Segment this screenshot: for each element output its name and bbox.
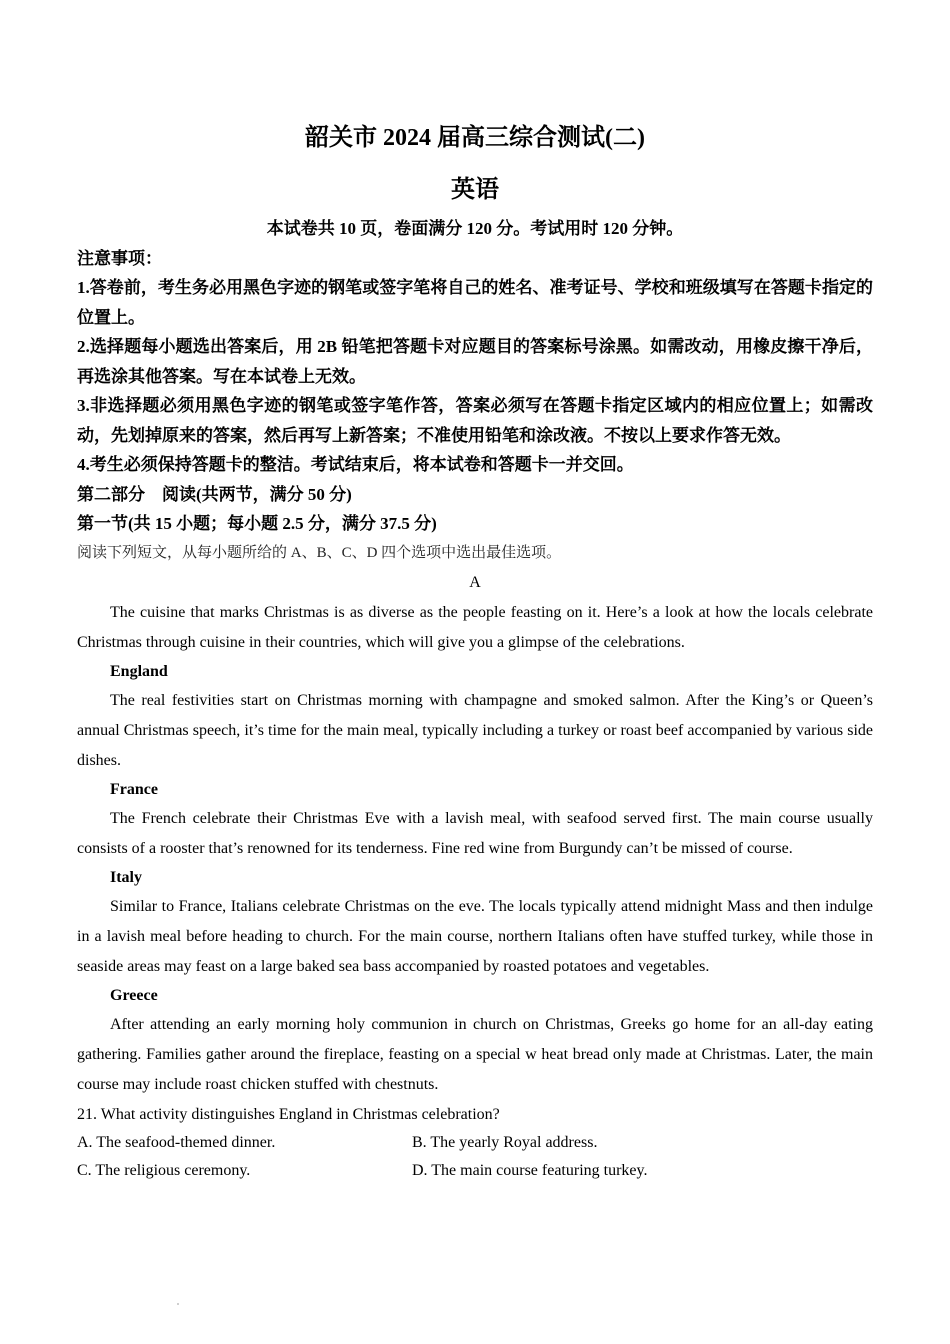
scan-speck [177,1303,179,1305]
notice-item-2: 2.选择题每小题选出答案后，用 2B 铅笔把答题卡对应题目的答案标号涂黑。如需改动，用橡皮擦干净后，再选涂其他答案。写在本试卷上无效。 [77,337,873,386]
section-text-france: The French celebrate their Christmas Eve with a lavish meal, with seafood served first. The main course usually consists of a rooster that’s renowned for its tenderness. Fine red wine from Burgundy can’t be missed of course. [77,809,873,857]
section-heading-greece: Greece [110,986,158,1004]
notice-item-1: 1.答卷前，考生务必用黑色字迹的钢笔或签字笔将自己的姓名、准考证号、学校和班级填写在答题卡指定的位置上。 [77,278,873,327]
subject-title: 英语 [451,177,499,203]
notice-heading: 注意事项： [77,249,162,268]
option-c[interactable]: C. The religious ceremony. [77,1162,251,1179]
section-heading-france: France [110,780,158,798]
section-instruction: 阅读下列短文，从每小题所给的 A、B、C、D 四个选项中选出最佳选项。 [77,544,562,561]
notice-item-4: 4.考生必须保持答题卡的整洁。考试结束后，将本试卷和答题卡一并交回。 [77,455,634,474]
option-b[interactable]: B. The yearly Royal address. [412,1133,598,1151]
exam-title: 韶关市 2024 届高三综合测试(二) [305,125,645,151]
section-text-england: The real festivities start on Christmas morning with champagne and smoked salmon. After the King’s or Queen’s annual Christmas speech, it’s time for the main meal, typically including a turkey or roast beef accompanied by various side dishes. [77,691,873,769]
passage-label: A [469,573,481,591]
exam-info: 本试卷共 10 页，卷面满分 120 分。考试用时 120 分钟。 [266,219,684,238]
question-21-stem: 21. What activity distinguishes England in Christmas celebration? [77,1105,500,1123]
passage-intro: The cuisine that marks Christmas is as diverse as the people feasting on it. Here’s a look at how the locals celebrate Christmas through cuisine in their countries, which will give you a glimpse of the celebrations. [77,603,873,651]
section-heading-england: England [110,662,168,680]
exam-page [77,118,873,1186]
option-d[interactable]: D. The main course featuring turkey. [412,1162,648,1179]
option-a[interactable]: A. The seafood-themed dinner. [77,1133,276,1151]
section-title: 第一节(共 15 小题；每小题 2.5 分，满分 37.5 分) [77,514,437,533]
question-21-options [77,1129,873,1186]
part-title: 第二部分 阅读(共两节，满分 50 分) [77,484,352,504]
notice-item-3: 3.非选择题必须用黑色字迹的钢笔或签字笔作答，答案必须写在答题卡指定区域内的相应位置上；如需改动，先划掉原来的答案，然后再写上新答案；不准使用铅笔和涂改液。不按以上要求作答无效。 [77,396,873,445]
section-heading-italy: Italy [110,868,142,886]
section-text-italy: Similar to France, Italians celebrate Christmas on the eve. The locals typically attend midnight Mass and then indulge in a lavish meal before heading to church. For the main course, northern Italians often have stuffed turkey, while those in seaside areas may feast on a large baked sea bass accompanied by roasted potatoes and vegetables. [77,897,873,975]
section-text-greece: After attending an early morning holy communion in church on Christmas, Greeks go home for an all-day eating gathering. Families gather around the fireplace, feasting on a special w heat bread only made at Christmas. Later, the main course may include roast chicken stuffed with chestnuts. [77,1015,873,1093]
